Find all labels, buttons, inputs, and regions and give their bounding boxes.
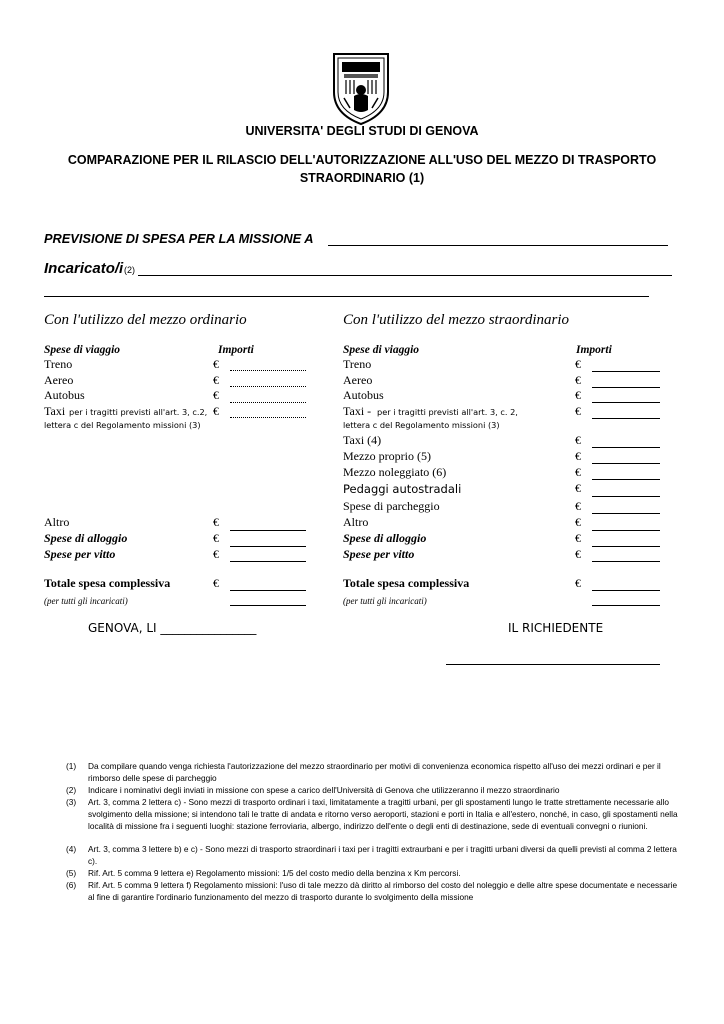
left-vitto-field[interactable]	[230, 561, 306, 562]
right-taxi-euro: €	[575, 404, 581, 418]
right-taxi4-label: Taxi (4)	[343, 433, 382, 447]
left-altro-label: Altro	[44, 515, 70, 529]
place-date: GENOVA, LI ________________	[88, 621, 257, 635]
left-autobus-euro: €	[213, 388, 219, 402]
document-title-line1: COMPARAZIONE PER IL RILASCIO DELL'AUTORIZZAZIONE ALL'USO DEL MEZZO DI TRASPORTO	[67, 153, 657, 167]
right-proprio-euro: €	[575, 449, 581, 463]
right-treno-euro: €	[575, 357, 581, 371]
university-seal	[330, 48, 392, 126]
right-altro-label: Altro	[343, 515, 369, 529]
left-taxi-note2: lettera c del Regolamento missioni (3)	[44, 420, 201, 430]
left-alloggio-euro: €	[213, 531, 219, 545]
left-totale-note: (per tutti gli incaricati)	[44, 596, 128, 606]
left-vitto-label: Spese per vitto	[44, 547, 116, 561]
left-aereo-label: Aereo	[44, 373, 74, 387]
left-treno-label: Treno	[44, 357, 73, 371]
right-altro-field[interactable]	[592, 530, 660, 531]
left-totale-euro: €	[213, 576, 219, 590]
right-aereo-euro: €	[575, 373, 581, 387]
left-autobus-label: Autobus	[44, 388, 85, 402]
left-totale-field[interactable]	[230, 590, 306, 591]
right-taxi4-field[interactable]	[592, 447, 660, 448]
right-col-importi-header: Importi	[576, 344, 612, 356]
right-col-spese-header: Spese di viaggio	[343, 344, 420, 356]
right-alloggio-field[interactable]	[592, 546, 660, 547]
right-pedaggi-euro: €	[575, 481, 581, 495]
right-totale-label: Totale spesa complessiva	[343, 576, 470, 590]
left-treno-field[interactable]	[230, 370, 306, 371]
university-name: UNIVERSITA' DEGLI STUDI DI GENOVA	[245, 124, 479, 138]
incaricato-field-line2[interactable]	[44, 296, 649, 297]
right-taxi-field[interactable]	[592, 418, 660, 419]
right-taxi-note1: per i tragitti previsti all'art. 3, c. 2,	[377, 407, 518, 417]
right-treno-label: Treno	[343, 357, 372, 371]
left-taxi-euro: €	[213, 404, 219, 418]
left-autobus-field[interactable]	[230, 402, 306, 403]
right-parcheggio-euro: €	[575, 499, 581, 513]
left-taxi-note1: per i tragitti previsti all'art. 3, c.2,	[69, 407, 208, 417]
right-aereo-field[interactable]	[592, 387, 660, 388]
right-autobus-field[interactable]	[592, 402, 660, 403]
richiedente-signature-field[interactable]	[446, 664, 660, 665]
incaricato-footnote-ref: (2)	[124, 265, 135, 275]
previsione-field[interactable]	[328, 245, 668, 246]
right-taxi-label: Taxi -	[343, 404, 372, 418]
incaricato-field[interactable]	[138, 275, 672, 276]
previsione-label: PREVISIONE DI SPESA PER LA MISSIONE A	[44, 231, 314, 246]
left-aereo-field[interactable]	[230, 386, 306, 387]
left-alloggio-label: Spese di alloggio	[44, 531, 128, 545]
left-heading: Con l'utilizzo del mezzo ordinario	[44, 312, 247, 328]
left-taxi-field[interactable]	[230, 417, 306, 418]
right-totale-euro: €	[575, 576, 581, 590]
left-alloggio-field[interactable]	[230, 546, 306, 547]
right-totale-field-2[interactable]	[592, 605, 660, 606]
right-aereo-label: Aereo	[343, 373, 373, 387]
left-altro-euro: €	[213, 515, 219, 529]
right-taxi4-euro: €	[575, 433, 581, 447]
left-totale-label: Totale spesa complessiva	[44, 576, 171, 590]
right-autobus-label: Autobus	[343, 388, 384, 402]
left-totale-field-2[interactable]	[230, 605, 306, 606]
right-vitto-field[interactable]	[592, 561, 660, 562]
left-col-spese-header: Spese di viaggio	[44, 344, 121, 356]
richiedente-label: IL RICHIEDENTE	[508, 621, 604, 635]
right-parcheggio-label: Spese di parcheggio	[343, 499, 440, 513]
right-pedaggi-label: Pedaggi autostradali	[343, 482, 462, 496]
right-alloggio-euro: €	[575, 531, 581, 545]
right-vitto-euro: €	[575, 547, 581, 561]
incaricato-label: Incaricato/i	[44, 260, 124, 277]
document-title-line2: STRAORDINARIO (1)	[299, 171, 425, 185]
right-noleggiato-euro: €	[575, 465, 581, 479]
left-taxi-label: Taxi	[44, 404, 66, 418]
left-treno-euro: €	[213, 357, 219, 371]
right-autobus-euro: €	[575, 388, 581, 402]
right-vitto-label: Spese per vitto	[343, 547, 415, 561]
right-taxi-note2: lettera c del Regolamento missioni (3)	[343, 420, 500, 430]
left-vitto-euro: €	[213, 547, 219, 561]
right-noleggiato-label: Mezzo noleggiato (6)	[343, 465, 447, 479]
right-alloggio-label: Spese di alloggio	[343, 531, 427, 545]
right-treno-field[interactable]	[592, 371, 660, 372]
right-heading: Con l'utilizzo del mezzo straordinario	[343, 312, 570, 328]
right-totale-note: (per tutti gli incaricati)	[343, 596, 427, 606]
right-pedaggi-field[interactable]	[592, 496, 660, 497]
right-altro-euro: €	[575, 515, 581, 529]
right-proprio-label: Mezzo proprio (5)	[343, 449, 431, 463]
right-proprio-field[interactable]	[592, 463, 660, 464]
left-col-importi-header: Importi	[218, 344, 254, 356]
right-noleggiato-field[interactable]	[592, 479, 660, 480]
right-parcheggio-field[interactable]	[592, 513, 660, 514]
right-totale-field[interactable]	[592, 590, 660, 591]
left-altro-field[interactable]	[230, 530, 306, 531]
left-aereo-euro: €	[213, 373, 219, 387]
